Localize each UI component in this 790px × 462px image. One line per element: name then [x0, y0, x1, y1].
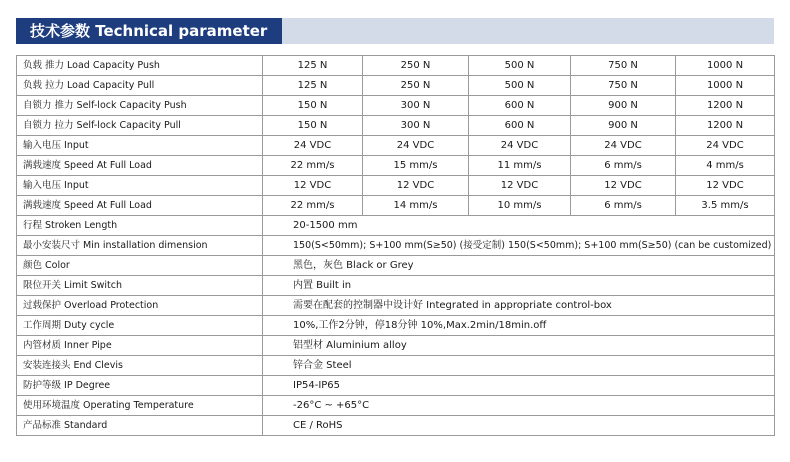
table-row: [17, 316, 775, 336]
table-cell: 600 N: [469, 96, 571, 116]
table-row: [17, 276, 775, 296]
table-cell: 4 mm/s: [676, 156, 775, 176]
table-cell: 500 N: [469, 76, 571, 96]
row-label: 使用环境温度 Operating Temperature: [17, 396, 263, 416]
row-label: 颜色 Color: [17, 256, 263, 276]
table-cell: 锌合金 Steel: [263, 356, 775, 376]
table-cell: 24 VDC: [263, 136, 363, 156]
row-label: 输入电压 Input: [17, 136, 263, 156]
table-cell: 黑色，灰色 Black or Grey: [263, 256, 775, 276]
table-cell: 11 mm/s: [469, 156, 571, 176]
section-header: [16, 18, 774, 44]
row-label: 产品标准 Standard: [17, 416, 263, 436]
table-cell: CE / RoHS: [263, 416, 775, 436]
table-cell: 250 N: [363, 56, 469, 76]
row-label: 满载速度 Speed At Full Load: [17, 196, 263, 216]
row-label: 限位开关 Limit Switch: [17, 276, 263, 296]
row-label: 最小安装尺寸 Min installation dimension: [17, 236, 263, 256]
table-cell: 12 VDC: [676, 176, 775, 196]
table-cell: 1200 N: [676, 116, 775, 136]
table-cell: 3.5 mm/s: [676, 196, 775, 216]
table-cell: 250 N: [363, 76, 469, 96]
table-row: [17, 356, 775, 376]
table-cell: 1000 N: [676, 56, 775, 76]
table-cell: 125 N: [263, 56, 363, 76]
row-label: 满载速度 Speed At Full Load: [17, 156, 263, 176]
row-label: 行程 Stroken Length: [17, 216, 263, 236]
table-row: [17, 396, 775, 416]
table-cell: 300 N: [363, 116, 469, 136]
row-label: 内管材质 Inner Pipe: [17, 336, 263, 356]
table-cell: 10%,工作2分钟，停18分钟 10%,Max.2min/18min.off: [263, 316, 775, 336]
table-cell: 150(S<50mm); S+100 mm(S≥50) (接受定制) 150(S<50mm); S+100 mm(S≥50) (can be customized): [263, 236, 775, 256]
table-cell: 1000 N: [676, 76, 775, 96]
row-label: 负载 推力 Load Capacity Push: [17, 56, 263, 76]
table-cell: 24 VDC: [571, 136, 676, 156]
table-cell: 750 N: [571, 56, 676, 76]
table-cell: 6 mm/s: [571, 196, 676, 216]
table-row: [17, 336, 775, 356]
technical-parameter-table: [16, 55, 775, 436]
table-cell: 20-1500 mm: [263, 216, 775, 236]
table-row: [17, 76, 775, 96]
table-row: [17, 116, 775, 136]
table-row: [17, 176, 775, 196]
table-cell: 6 mm/s: [571, 156, 676, 176]
table-cell: -26°C ~ +65°C: [263, 396, 775, 416]
table-cell: 12 VDC: [363, 176, 469, 196]
row-label: 自锁力 拉力 Self-lock Capacity Pull: [17, 116, 263, 136]
table-row: [17, 196, 775, 216]
table-cell: 22 mm/s: [263, 156, 363, 176]
table-cell: 750 N: [571, 76, 676, 96]
row-label: 自锁力 推力 Self-lock Capacity Push: [17, 96, 263, 116]
table-row: [17, 236, 775, 256]
table-cell: 125 N: [263, 76, 363, 96]
table-row: [17, 216, 775, 236]
table-cell: 900 N: [571, 116, 676, 136]
table-cell: 12 VDC: [263, 176, 363, 196]
row-label: 防护等级 IP Degree: [17, 376, 263, 396]
table-cell: IP54-IP65: [263, 376, 775, 396]
table-cell: 150 N: [263, 116, 363, 136]
table-row: [17, 256, 775, 276]
table-cell: 12 VDC: [469, 176, 571, 196]
table-cell: 900 N: [571, 96, 676, 116]
row-label: 过载保护 Overload Protection: [17, 296, 263, 316]
table-cell: 600 N: [469, 116, 571, 136]
table-cell: 150 N: [263, 96, 363, 116]
table-cell: 15 mm/s: [363, 156, 469, 176]
table-row: [17, 96, 775, 116]
row-label: 工作周期 Duty cycle: [17, 316, 263, 336]
table-cell: 24 VDC: [676, 136, 775, 156]
table-cell: 24 VDC: [363, 136, 469, 156]
row-label: 负载 拉力 Load Capacity Pull: [17, 76, 263, 96]
row-label: 安装连接头 End Clevis: [17, 356, 263, 376]
table-cell: 300 N: [363, 96, 469, 116]
table-cell: 500 N: [469, 56, 571, 76]
table-cell: 内置 Built in: [263, 276, 775, 296]
table-cell: 需要在配套的控制器中设计好 Integrated in appropriate control-box: [263, 296, 775, 316]
table-cell: 铝型材 Aluminium alloy: [263, 336, 775, 356]
section-title: 技术参数 Technical parameter: [16, 18, 282, 44]
table-cell: 12 VDC: [571, 176, 676, 196]
table-cell: 24 VDC: [469, 136, 571, 156]
table-row: [17, 56, 775, 76]
table-row: [17, 156, 775, 176]
table-cell: 14 mm/s: [363, 196, 469, 216]
table-row: [17, 136, 775, 156]
table-row: [17, 416, 775, 436]
table-cell: 1200 N: [676, 96, 775, 116]
table-row: [17, 376, 775, 396]
table-cell: 10 mm/s: [469, 196, 571, 216]
table-cell: 22 mm/s: [263, 196, 363, 216]
row-label: 输入电压 Input: [17, 176, 263, 196]
table-row: [17, 296, 775, 316]
